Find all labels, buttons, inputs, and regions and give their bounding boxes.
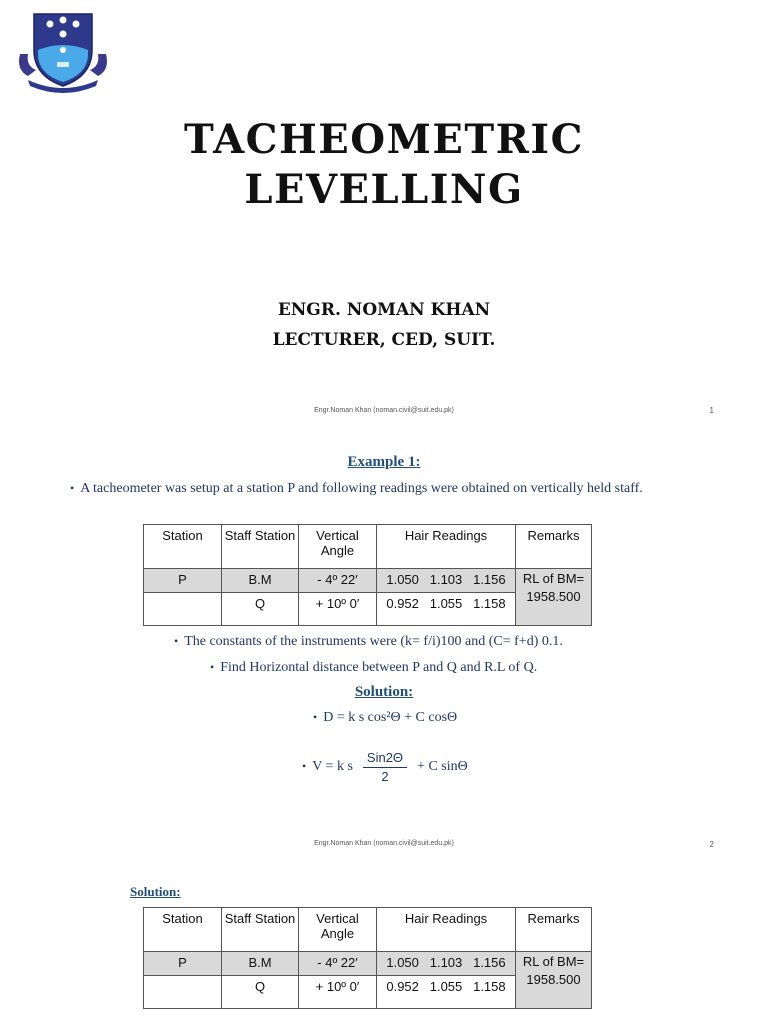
formula-d-bullet: [313, 710, 457, 726]
header-station: Station: [144, 908, 222, 952]
header-station: Station: [144, 525, 222, 569]
header-hair-readings: Hair Readings: [377, 525, 516, 569]
header-vertical-angle: Vertical Angle: [299, 525, 377, 569]
university-crest-logo: [16, 10, 110, 94]
solution-heading: Solution:: [130, 884, 181, 899]
cell-hair-readings: 0.952 1.055 1.158: [377, 976, 516, 1009]
readings-table: [143, 524, 592, 626]
header-staff-station: Staff Station: [222, 908, 299, 952]
cell-remarks: RL of BM= 1958.500: [516, 569, 592, 626]
cell-station: [144, 593, 222, 626]
header-staff-station: Staff Station: [222, 525, 299, 569]
fraction-denominator: 2: [381, 769, 389, 784]
formula-d: D = k s cos²Θ + C cosΘ: [323, 710, 458, 725]
table-header-row: [144, 525, 592, 569]
page-number: 2: [709, 840, 714, 849]
readings-table: [143, 907, 592, 1009]
slide-footer: Engr.Noman Khan (noman.civil@suit.edu.pk): [314, 407, 454, 414]
author-position: LECTURER, CED, SUIT.: [272, 330, 496, 350]
formula-v-left: V = k s: [312, 759, 353, 775]
cell-hair-readings: 0.952 1.055 1.158: [377, 593, 516, 626]
cell-hair-readings: 1.050 1.103 1.156: [377, 569, 516, 593]
page-number: 1: [709, 406, 714, 415]
bullet-icon: •: [70, 481, 75, 495]
example-slide: [0, 432, 768, 864]
cell-hair-readings: 1.050 1.103 1.156: [377, 952, 516, 976]
find-text: Find Horizontal distance between P and Q and R.L of Q.: [220, 660, 538, 675]
formula-v-bullet: [302, 750, 468, 784]
header-remarks: Remarks: [516, 908, 592, 952]
presentation-title-line-1: TACHEOMETRIC: [184, 116, 584, 163]
cell-station: [144, 976, 222, 1009]
table-row: [144, 952, 592, 976]
bullet-icon: •: [174, 634, 179, 648]
constants-text: The constants of the instruments were (k= f/i)100 and (C= f+d) 0.1.: [184, 634, 563, 649]
table-header-row: [144, 908, 592, 952]
cell-vertical-angle: + 10º 0′: [299, 976, 377, 1009]
cell-station: P: [144, 952, 222, 976]
cell-vertical-angle: + 10º 0′: [299, 593, 377, 626]
formula-v-right: + C sinΘ: [417, 759, 468, 775]
table-row: [144, 569, 592, 593]
solution-heading: Solution:: [354, 684, 414, 700]
cell-remarks: RL of BM= 1958.500: [516, 952, 592, 1009]
cell-station: P: [144, 569, 222, 593]
fraction-numerator: Sin2Θ: [363, 750, 407, 768]
formula-v-fraction: [363, 750, 407, 784]
find-bullet: [210, 660, 537, 676]
example-heading: Example 1:: [347, 454, 421, 470]
header-remarks: Remarks: [516, 525, 592, 569]
title-slide: [0, 0, 768, 432]
header-vertical-angle: Vertical Angle: [299, 908, 377, 952]
presentation-title-line-2: LEVELLING: [244, 166, 524, 213]
constants-bullet: [174, 634, 563, 650]
solution-slide: [0, 864, 768, 1024]
header-hair-readings: Hair Readings: [377, 908, 516, 952]
bullet-icon: •: [302, 759, 307, 774]
cell-staff-station: Q: [222, 593, 299, 626]
bullet-icon: •: [210, 660, 215, 674]
slide-footer: Engr.Noman Khan (noman.civil@suit.edu.pk): [314, 840, 454, 847]
intro-text: A tacheometer was setup at a station P and following readings were obtained on vertically held staff.: [80, 481, 643, 496]
cell-staff-station: B.M: [222, 952, 299, 976]
bullet-icon: •: [313, 710, 318, 724]
cell-staff-station: Q: [222, 976, 299, 1009]
cell-vertical-angle: - 4º 22′: [299, 569, 377, 593]
author-name: ENGR. NOMAN KHAN: [277, 300, 491, 320]
intro-bullet: [70, 481, 643, 497]
cell-staff-station: B.M: [222, 569, 299, 593]
cell-vertical-angle: - 4º 22′: [299, 952, 377, 976]
